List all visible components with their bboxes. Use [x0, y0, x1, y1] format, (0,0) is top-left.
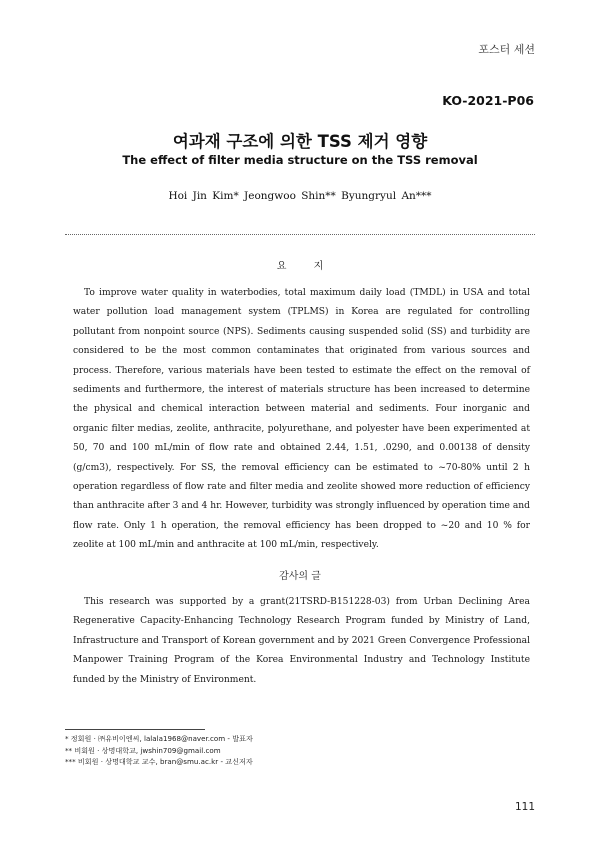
title-korean: 여과재 구조에 의한 TSS 제거 영향: [172, 132, 428, 151]
section-divider: [65, 234, 535, 235]
abstract-heading: 요 지: [276, 261, 336, 272]
abstract-body: To improve water quality in waterbodies, total maximum daily load (TMDL) in USA and total water pollution load management system (TPLMS) in Korea are regulated for controlling pollutant from nonpoint source (NPS). Sediments causing suspended solid (SS) and turbidity are considered to be the most common contaminates that originated from various sources and process. Therefore, various materials have been tested to estimate the effect on the removal of sediments and furthermore, the interest of materials structure has been increased to determine the physical and chemical interaction between material and sediments. Four inorganic and organic filter medias, zeolite, anthracite, polyurethane, and polyester have been experimented at 50, 70 and 100 mL/min of flow rate and obtained 2.44, 1.51, .0290, and 0.00138 of density (g/cm3), respectively. For SS, the removal efficiency can be estimated to ~70-80% until 2 h operation regardless of flow rate and filter media and zeolite showed more reduction of efficiency than anthracite after 3 and 4 hr. However, turbidity was strongly influenced by operation time and flow rate. Only 1 h operation, the removal efficiency has been dropped to ~20 and 10 % for zeolite at 100 mL/min and anthracite at 100 mL/min, respectively.: [73, 288, 530, 551]
footnote-presenter: * 정회원 · ㈜유비이엔씨, lalala1968@naver.com - 발표자: [65, 734, 253, 743]
session-label: 포스터 세션: [478, 43, 535, 56]
footnote-rule: [65, 729, 205, 730]
author-list: Hoi Jin Kim* Jeongwoo Shin** Byungryul An***: [168, 190, 432, 202]
page-number: 111: [514, 801, 535, 813]
footnote-coauthor: ** 비회원 · 상명대학교, jwshin709@gmail.com: [65, 745, 221, 755]
acknowledgement-body: This research was supported by a grant(21TSRD-B151228-03) from Urban Declining Area Regenerative Capacity-Enhancing Technology Research Program funded by Ministry of Land, Infrastructure and Transport of Korean government and by 2021 Green Convergence Professional Manpower Training Program of the Korea Environmental Industry and Technology Institute funded by the Ministry of Environment.: [73, 597, 530, 685]
paper-id: KO-2021-P06: [442, 93, 534, 108]
title-english: The effect of filter media structure on the TSS removal: [122, 153, 478, 167]
footnote-corresponding: *** 비회원 · 상명대학교 교수, bran@smu.ac.kr - 교신저자: [65, 757, 253, 766]
acknowledgement-heading: 감사의 글: [279, 571, 321, 582]
footnotes: [65, 733, 253, 768]
